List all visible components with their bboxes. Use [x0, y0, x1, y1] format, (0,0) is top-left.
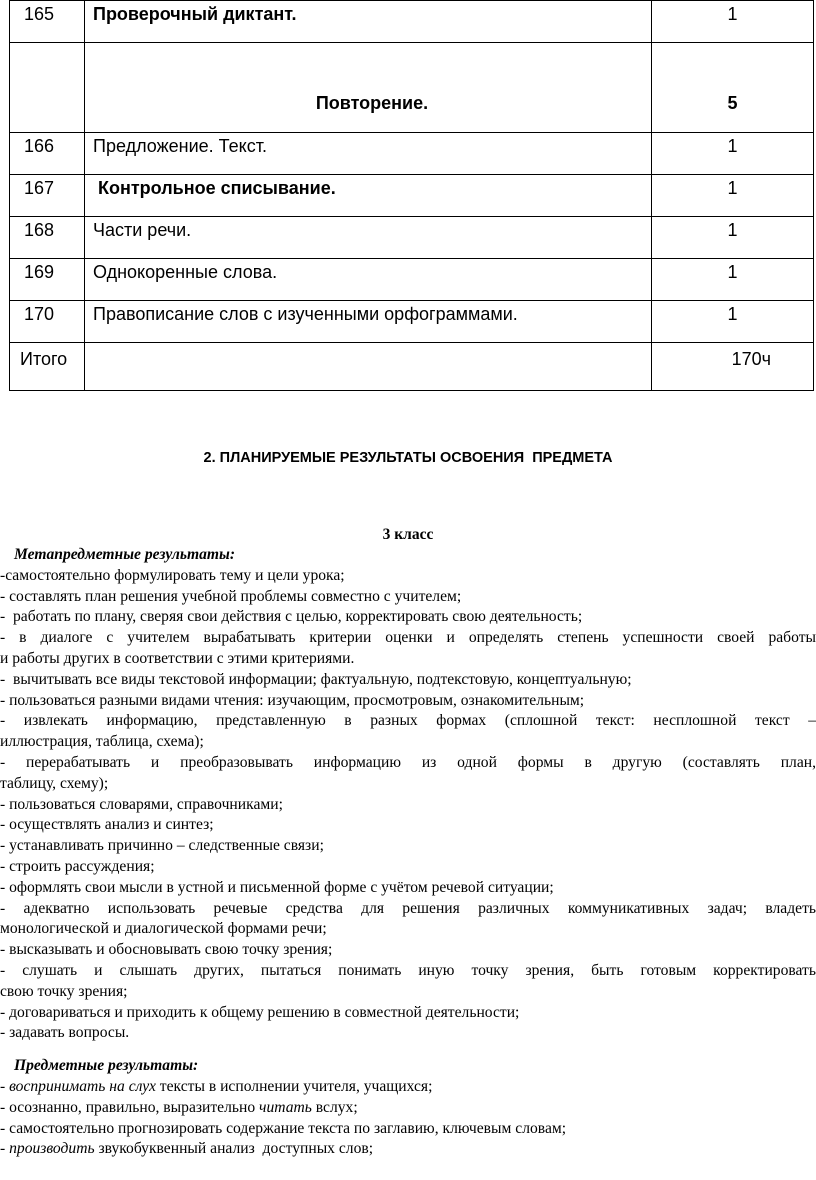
line-rest: вслух; [311, 1098, 358, 1116]
table-row [10, 259, 814, 301]
text-line: - слушать и слышать других, пытаться понимать иную точку зрения, быть готовым корректировать [0, 961, 816, 979]
text-line: и работы других в соответствии с этими критериями. [0, 649, 355, 667]
text-line: - пользоваться разными видами чтения: изучающим, просмотровым, ознакомительным; [0, 691, 585, 709]
line-rest: звукобуквенный анализ доступных слов; [94, 1140, 374, 1158]
total-empty-cell [85, 343, 652, 391]
section-row [10, 43, 814, 133]
section-title: Повторение. [85, 43, 652, 133]
lesson-hours: 1 [652, 133, 814, 175]
text-line [0, 1139, 816, 1160]
meta-results-title: Метапредметные результаты: [14, 546, 236, 563]
text-line: -самостоятельно формулировать тему и цели урока; [0, 566, 345, 584]
lesson-number: 170 [10, 301, 85, 343]
text-line: - задавать вопросы. [0, 1024, 130, 1042]
lesson-title: Проверочный диктант. [85, 1, 652, 43]
italic-term: читать [259, 1098, 312, 1116]
text-line: свою точку зрения; [0, 982, 128, 1000]
text-line: - извлекать информацию, представленную в разных формах (сплошной текст: несплошной текст – [0, 712, 816, 730]
text-line: - в диалоге с учителем вырабатывать критерии оценки и определять степень успешности своей работы [0, 629, 816, 647]
lesson-number: 169 [10, 259, 85, 301]
text-line: - устанавливать причинно – следственные связи; [0, 837, 324, 855]
table-row [10, 217, 814, 259]
lesson-number: 167 [10, 175, 85, 217]
text-line: - вычитывать все виды текстовой информации; фактуальную, подтекстовую, концептуальную; [0, 670, 632, 688]
lesson-title: Правописание слов с изученными орфограммами. [85, 301, 652, 343]
dash: - [0, 1077, 10, 1095]
table-row [10, 133, 814, 175]
text-line: - пользоваться словарями, справочниками; [0, 795, 283, 813]
total-label: Итого [10, 343, 85, 391]
table-row [10, 175, 814, 217]
lesson-hours: 1 [652, 301, 814, 343]
text-line: монологической и диалогической формами речи; [0, 920, 327, 938]
text-line: - адекватно использовать речевые средства для решения различных коммуникативных задач; владеть [0, 899, 816, 917]
lesson-title: Однокоренные слова. [85, 259, 652, 301]
section-hours: 5 [652, 43, 814, 133]
dash: - [0, 1140, 10, 1158]
line-rest: тексты в исполнении учителя, учащихся; [155, 1077, 433, 1095]
table-row [10, 301, 814, 343]
total-hours: 170ч [652, 343, 814, 391]
text-line: - самостоятельно прогнозировать содержание текста по заглавию, ключевым словам; [0, 1119, 567, 1137]
text-line: - составлять план решения учебной проблемы совместно с учителем; [0, 587, 462, 605]
subject-results-title: Предметные результаты: [14, 1057, 199, 1075]
lesson-number: 165 [10, 1, 85, 43]
lesson-title: Части речи. [85, 217, 652, 259]
text-line: иллюстрация, таблица, схема); [0, 733, 204, 751]
lesson-number [10, 43, 85, 133]
text-line: таблицу, схему); [0, 774, 109, 792]
line-start: - осознанно, правильно, выразительно [0, 1098, 260, 1116]
lesson-hours: 1 [652, 259, 814, 301]
text-line: - высказывать и обосновывать свою точку зрения; [0, 941, 333, 959]
lesson-hours: 1 [652, 175, 814, 217]
section-heading: 2. ПЛАНИРУЕМЫЕ РЕЗУЛЬТАТЫ ОСВОЕНИЯ ПРЕДМЕТА [203, 450, 613, 466]
text-line: - осуществлять анализ и синтез; [0, 816, 214, 834]
results-text [0, 545, 816, 1160]
text-line [0, 1077, 816, 1098]
text-line [0, 1098, 816, 1119]
italic-term: воспринимать на слух [9, 1077, 156, 1095]
italic-term: производить [9, 1140, 95, 1158]
text-line: - оформлять свои мысли в устной и письменной форме с учётом речевой ситуации; [0, 878, 554, 896]
lesson-title: Контрольное списывание. [85, 175, 652, 217]
total-row [10, 343, 814, 391]
text-line: - строить рассуждения; [0, 857, 155, 875]
text-line: - работать по плану, сверяя свои действия с целью, корректировать свою деятельность; [0, 608, 583, 626]
grade-heading: 3 класс [382, 526, 434, 543]
lessons-table [9, 0, 814, 391]
text-line: - перерабатывать и преобразовывать информацию из одной формы в другую (составлять план, [0, 753, 816, 771]
lesson-title: Предложение. Текст. [85, 133, 652, 175]
lesson-hours: 1 [652, 1, 814, 43]
table-row [10, 1, 814, 43]
lesson-hours: 1 [652, 217, 814, 259]
lesson-number: 166 [10, 133, 85, 175]
text-line: - договариваться и приходить к общему решению в совместной деятельности; [0, 1003, 520, 1021]
lesson-number: 168 [10, 217, 85, 259]
